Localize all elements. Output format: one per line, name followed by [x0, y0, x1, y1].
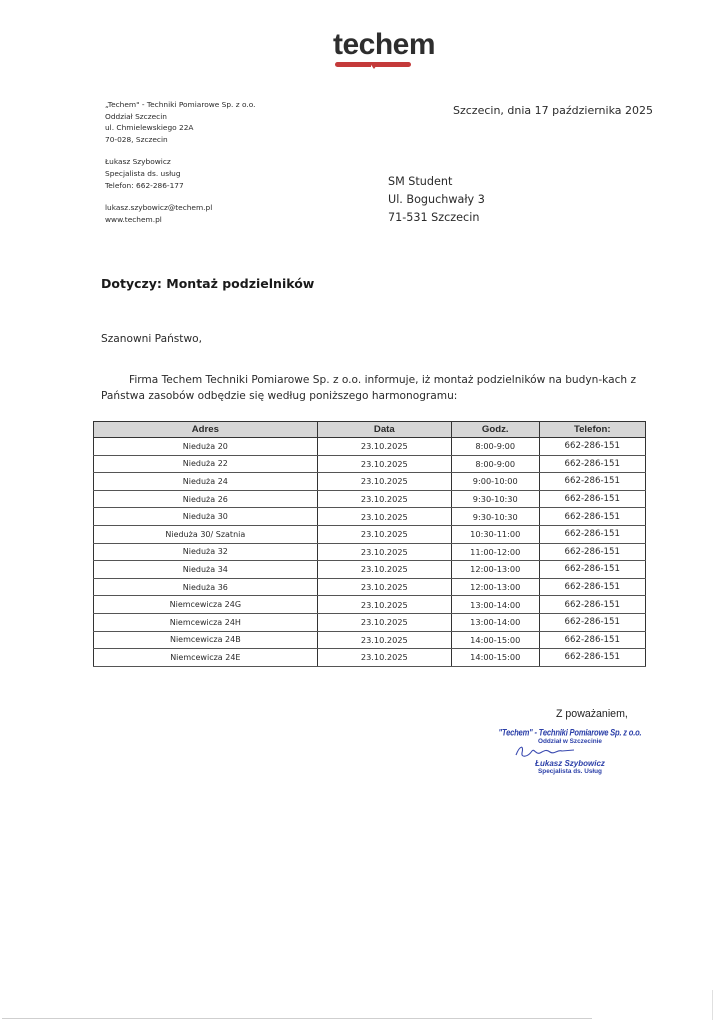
stamp-branch: Oddział w Szczecinie	[538, 738, 602, 745]
cell-address: Nieduża 30/ Szatnia	[94, 525, 318, 543]
cell-hours: 9:00-10:00	[451, 473, 539, 491]
sender-person-name: Łukasz Szybowicz	[105, 157, 171, 167]
sender-block	[105, 99, 255, 225]
cell-phone: 662-286-151	[539, 613, 645, 631]
cell-date: 23.10.2025	[317, 455, 451, 473]
cell-hours: 10:30-11:00	[451, 525, 539, 543]
cell-phone: 662-286-151	[539, 525, 645, 543]
table-row	[94, 578, 646, 596]
cell-phone: 662-286-151	[539, 631, 645, 649]
cell-phone: 662-286-151	[539, 508, 645, 526]
cell-date: 23.10.2025	[317, 596, 451, 614]
cell-hours: 9:30-10:30	[451, 508, 539, 526]
cell-phone: 662-286-151	[539, 561, 645, 579]
cell-hours: 8:00-9:00	[451, 438, 539, 456]
header-hours: Godz.	[451, 422, 539, 438]
schedule-table	[93, 421, 646, 667]
letter-body-text: Firma Techem Techniki Pomiarowe Sp. z o.o. informuje, iż montaż podzielników na budyn-kach z Państwa zasobów odbędzie się według poniższego harmonogramu:	[101, 374, 637, 402]
table-row	[94, 525, 646, 543]
cell-date: 23.10.2025	[317, 490, 451, 508]
letter-body	[101, 372, 646, 404]
sender-email: lukasz.szybowicz@techem.pl	[105, 203, 213, 213]
letter-date: Szczecin, dnia 17 października 2025	[453, 104, 653, 117]
sender-company: „Techem" - Techniki Pomiarowe Sp. z o.o.	[105, 100, 256, 109]
scan-artifact-line	[2, 1018, 592, 1019]
stamp-person: Łukasz Szybowicz	[535, 759, 605, 768]
stamp-company: "Techem" - Techniki Pomiarowe Sp. z o.o.	[498, 727, 642, 738]
cell-hours: 12:00-13:00	[451, 561, 539, 579]
cell-phone: 662-286-151	[539, 596, 645, 614]
recipient-block	[388, 173, 485, 227]
cell-phone: 662-286-151	[539, 455, 645, 473]
recipient-street: Ul. Boguchwały 3	[388, 193, 485, 206]
cell-hours: 13:00-14:00	[451, 596, 539, 614]
cell-address: Niemcewicza 24G	[94, 596, 318, 614]
letter-greeting: Szanowni Państwo,	[101, 333, 202, 345]
table-row	[94, 490, 646, 508]
cell-phone: 662-286-151	[539, 490, 645, 508]
table-row	[94, 631, 646, 649]
cell-address: Nieduża 32	[94, 543, 318, 561]
cell-date: 23.10.2025	[317, 525, 451, 543]
cell-phone: 662-286-151	[539, 473, 645, 491]
header-address: Adres	[94, 422, 318, 438]
cell-date: 23.10.2025	[317, 578, 451, 596]
cell-date: 23.10.2025	[317, 561, 451, 579]
sender-website: www.techem.pl	[105, 214, 162, 224]
table-row	[94, 649, 646, 667]
recipient-city: 71-531 Szczecin	[388, 211, 480, 224]
cell-hours: 14:00-15:00	[451, 631, 539, 649]
logo-underline-icon	[333, 62, 413, 68]
cell-hours: 9:30-10:30	[451, 490, 539, 508]
table-row	[94, 613, 646, 631]
cell-phone: 662-286-151	[539, 649, 645, 667]
recipient-name: SM Student	[388, 175, 453, 188]
cell-address: Nieduża 36	[94, 578, 318, 596]
table-row	[94, 508, 646, 526]
cell-phone: 662-286-151	[539, 438, 645, 456]
cell-hours: 12:00-13:00	[451, 578, 539, 596]
cell-date: 23.10.2025	[317, 438, 451, 456]
sender-street: ul. Chmielewskiego 22A	[105, 123, 194, 133]
cell-phone: 662-286-151	[539, 543, 645, 561]
sender-city: 70-028, Szczecin	[105, 134, 168, 144]
table-row	[94, 438, 646, 456]
logo-text: techem	[333, 28, 436, 61]
cell-hours: 8:00-9:00	[451, 455, 539, 473]
header-phone: Telefon:	[539, 422, 645, 438]
letter-closing: Z poważaniem,	[556, 708, 628, 720]
cell-hours: 11:00-12:00	[451, 543, 539, 561]
cell-address: Niemcewicza 24B	[94, 631, 318, 649]
cell-address: Nieduża 22	[94, 455, 318, 473]
cell-date: 23.10.2025	[317, 631, 451, 649]
cell-date: 23.10.2025	[317, 649, 451, 667]
cell-address: Niemcewicza 24E	[94, 649, 318, 667]
table-header-row	[94, 422, 646, 438]
table-row	[94, 473, 646, 491]
scan-artifact-edge	[712, 990, 713, 1020]
cell-address: Nieduża 20	[94, 438, 318, 456]
cell-address: Nieduża 30	[94, 508, 318, 526]
cell-hours: 14:00-15:00	[451, 649, 539, 667]
sender-branch: Oddział Szczecin	[105, 111, 167, 121]
table-row	[94, 543, 646, 561]
cell-address: Nieduża 26	[94, 490, 318, 508]
letter-subject: Dotyczy: Montaż podzielników	[101, 276, 315, 291]
cell-date: 23.10.2025	[317, 473, 451, 491]
cell-address: Nieduża 34	[94, 561, 318, 579]
stamp-title: Specjalista ds. Usług	[538, 768, 602, 775]
cell-date: 23.10.2025	[317, 613, 451, 631]
cell-date: 23.10.2025	[317, 508, 451, 526]
table-row	[94, 596, 646, 614]
cell-date: 23.10.2025	[317, 543, 451, 561]
cell-hours: 13:00-14:00	[451, 613, 539, 631]
table-row	[94, 455, 646, 473]
table-row	[94, 561, 646, 579]
cell-address: Niemcewicza 24H	[94, 613, 318, 631]
header-date: Data	[317, 422, 451, 438]
techem-logo	[333, 28, 436, 68]
cell-phone: 662-286-151	[539, 578, 645, 596]
company-stamp	[492, 728, 648, 775]
signature-icon	[492, 745, 648, 759]
sender-person-title: Specjalista ds. usług	[105, 168, 181, 178]
sender-phone: Telefon: 662-286-177	[105, 180, 184, 190]
cell-address: Nieduża 24	[94, 473, 318, 491]
